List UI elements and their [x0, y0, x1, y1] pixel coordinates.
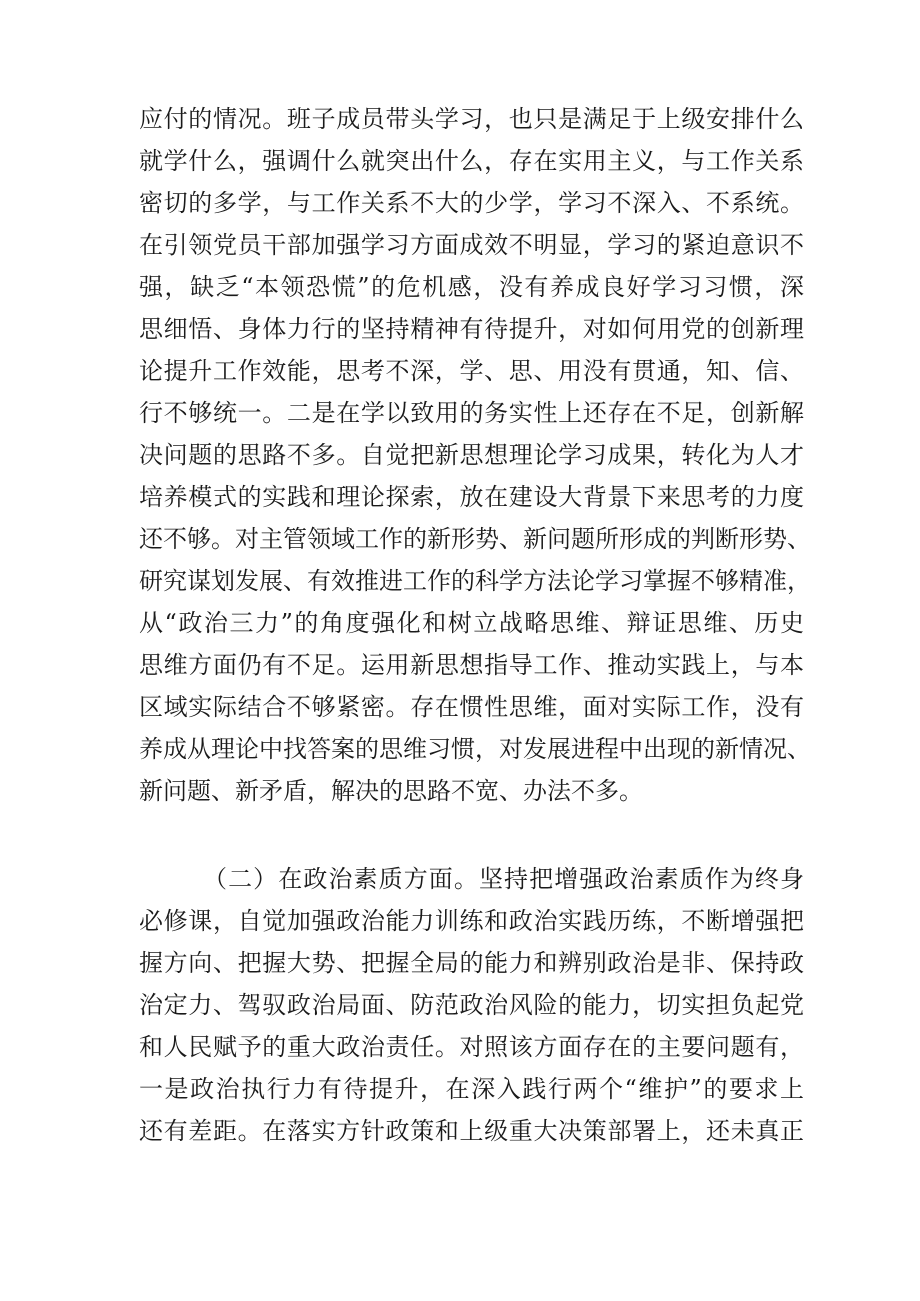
text-line: 区域实际结合不够紧密。存在惯性思维，面对实际工作，没有 [139, 693, 804, 721]
text-line: 握方向、把握大势、把握全局的能力和辨别政治是非、保持政 [139, 949, 804, 977]
text-line: 行不够统一。二是在学以致用的务实性上还存在不足，创新解 [139, 399, 804, 427]
text-line: 和人民赋予的重大政治责任。对照该方面存在的主要问题有， [139, 1033, 804, 1061]
text-line-heading: （二）在政治素质方面。坚持把增强政治素质作为终身 [203, 865, 804, 893]
text-line: 养成从理论中找答案的思维习惯，对发展进程中出现的新情况、 [139, 735, 811, 763]
text-line: 决问题的思路不多。自觉把新思想理论学习成果，转化为人才 [139, 441, 804, 469]
text-line: 治定力、驾驭政治局面、防范政治风险的能力，切实担负起党 [139, 991, 804, 1019]
text-line: 思细悟、身体力行的坚持精神有待提升，对如何用党的创新理 [139, 315, 804, 343]
text-line: 研究谋划发展、有效推进工作的科学方法论学习掌握不够精准， [139, 567, 811, 595]
text-line: 培养模式的实践和理论探索，放在建设大背景下来思考的力度 [139, 483, 804, 511]
text-line: 就学什么，强调什么就突出什么，存在实用主义，与工作关系 [139, 147, 804, 175]
text-line: 一是政治执行力有待提升，在深入践行两个“维护”的要求上 [139, 1075, 804, 1103]
text-line: 思维方面仍有不足。运用新思想指导工作、推动实践上，与本 [139, 651, 804, 679]
text-line: 密切的多学，与工作关系不大的少学，学习不深入、不系统。 [139, 189, 804, 217]
text-line: 论提升工作效能，思考不深，学、思、用没有贯通，知、信、 [139, 357, 804, 385]
text-line: 还不够。对主管领域工作的新形势、新问题所形成的判断形势、 [139, 525, 811, 553]
text-line: 必修课，自觉加强政治能力训练和政治实践历练，不断增强把 [139, 907, 804, 935]
text-line: 在引领党员干部加强学习方面成效不明显，学习的紧迫意识不 [139, 231, 804, 259]
paragraph-political-quality [139, 858, 804, 1152]
text-line: 强，缺乏“本领恐慌”的危机感，没有养成良好学习习惯，深 [139, 273, 804, 301]
text-line: 新问题、新矛盾，解决的思路不宽、办法不多。 [139, 777, 643, 805]
text-line: 应付的情况。班子成员带头学习，也只是满足于上级安排什么 [139, 105, 804, 133]
text-line: 还有差距。在落实方针政策和上级重大决策部署上，还未真正 [139, 1117, 804, 1145]
text-line: 从“政治三力”的角度强化和树立战略思维、辩证思维、历史 [139, 609, 804, 637]
paragraph-study-issues [139, 98, 811, 812]
